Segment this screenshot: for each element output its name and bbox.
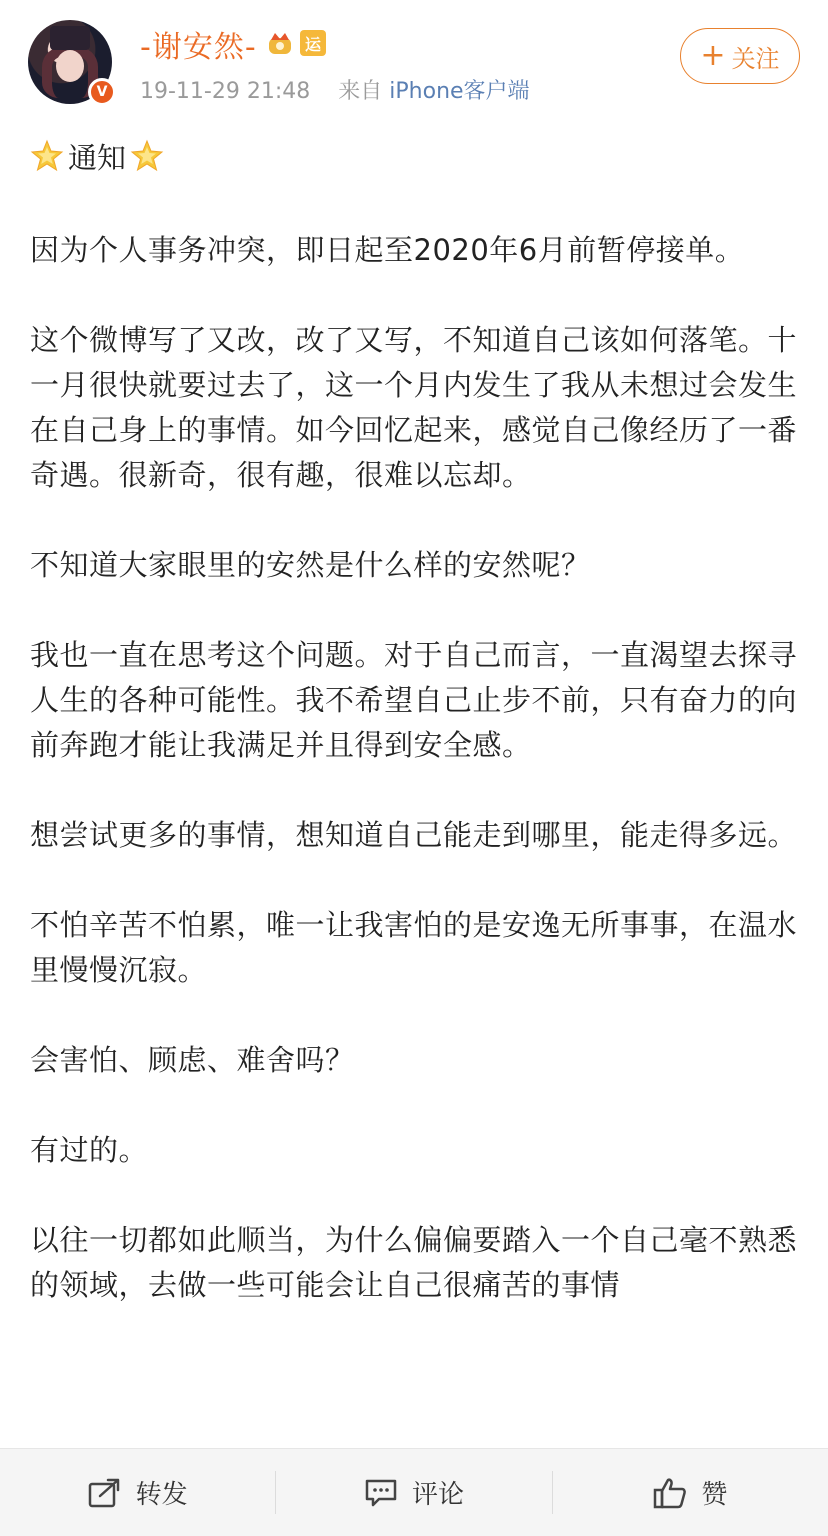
comment-label: 评论 bbox=[411, 1480, 464, 1510]
comment-icon bbox=[364, 1478, 398, 1508]
repost-label: 转发 bbox=[135, 1480, 188, 1510]
paragraph: 不怕辛苦不怕累，唯一让我害怕的是安逸无所事事，在温水里慢慢沉寂。 bbox=[30, 908, 798, 987]
post-meta bbox=[140, 74, 530, 105]
follow-button[interactable] bbox=[680, 28, 800, 84]
like-icon bbox=[653, 1477, 687, 1509]
notice-line bbox=[30, 128, 800, 184]
post-header bbox=[0, 0, 828, 120]
comment-button[interactable] bbox=[276, 1449, 551, 1536]
repost-icon bbox=[88, 1478, 122, 1508]
action-bar bbox=[0, 1448, 828, 1536]
yun-badge: 运 bbox=[300, 30, 326, 56]
timestamp: 19-11-29 21:48 bbox=[140, 79, 311, 104]
paragraph: 我也一直在思考这个问题。对于自己而言，一直渴望去探寻人生的各种可能性。我不希望自己止步不前，只有奋力的向前奔跑才能让我满足并且得到安全感。 bbox=[30, 638, 798, 762]
post-body bbox=[30, 120, 800, 1308]
avatar-face bbox=[56, 50, 84, 82]
username[interactable]: -谢安然- bbox=[140, 30, 257, 65]
verified-badge: V bbox=[88, 78, 116, 106]
star-icon bbox=[30, 139, 64, 173]
plus-icon: + bbox=[700, 38, 726, 73]
avatar-hat bbox=[50, 26, 90, 50]
star-icon bbox=[130, 139, 164, 173]
paragraph: 想尝试更多的事情，想知道自己能走到哪里，能走得多远。 bbox=[30, 818, 798, 852]
repost-button[interactable] bbox=[0, 1449, 275, 1536]
paragraph: 这个微博写了又改，改了又写，不知道自己该如何落笔。十一月很快就要过去了，这一个月内发生了我从未想过会发生在自己身上的事情。如今回忆起来，感觉自己像经历了一番奇遇。很新奇，很有趣，很难以忘却。 bbox=[30, 323, 798, 492]
source-prefix: 来自 bbox=[338, 79, 383, 104]
like-button[interactable] bbox=[553, 1449, 828, 1536]
paragraph: 以往一切都如此顺当，为什么偏偏要踏入一个自己毫不熟悉的领域，去做一些可能会让自己很痛苦的事情 bbox=[30, 1223, 798, 1302]
paragraph: 会害怕、顾虑、难舍吗？ bbox=[30, 1043, 355, 1077]
like-label: 赞 bbox=[701, 1480, 728, 1510]
follow-label: 关注 bbox=[731, 44, 780, 73]
paragraph: 有过的。 bbox=[30, 1133, 149, 1167]
crown-icon bbox=[266, 30, 294, 56]
notice-title: 通知 bbox=[68, 140, 127, 175]
paragraph: 不知道大家眼里的安然是什么样的安然呢？ bbox=[30, 548, 591, 582]
source-link[interactable]: iPhone客户端 bbox=[389, 79, 530, 104]
paragraph: 因为个人事务冲突，即日起至2020年6月前暂停接单。 bbox=[30, 233, 745, 267]
